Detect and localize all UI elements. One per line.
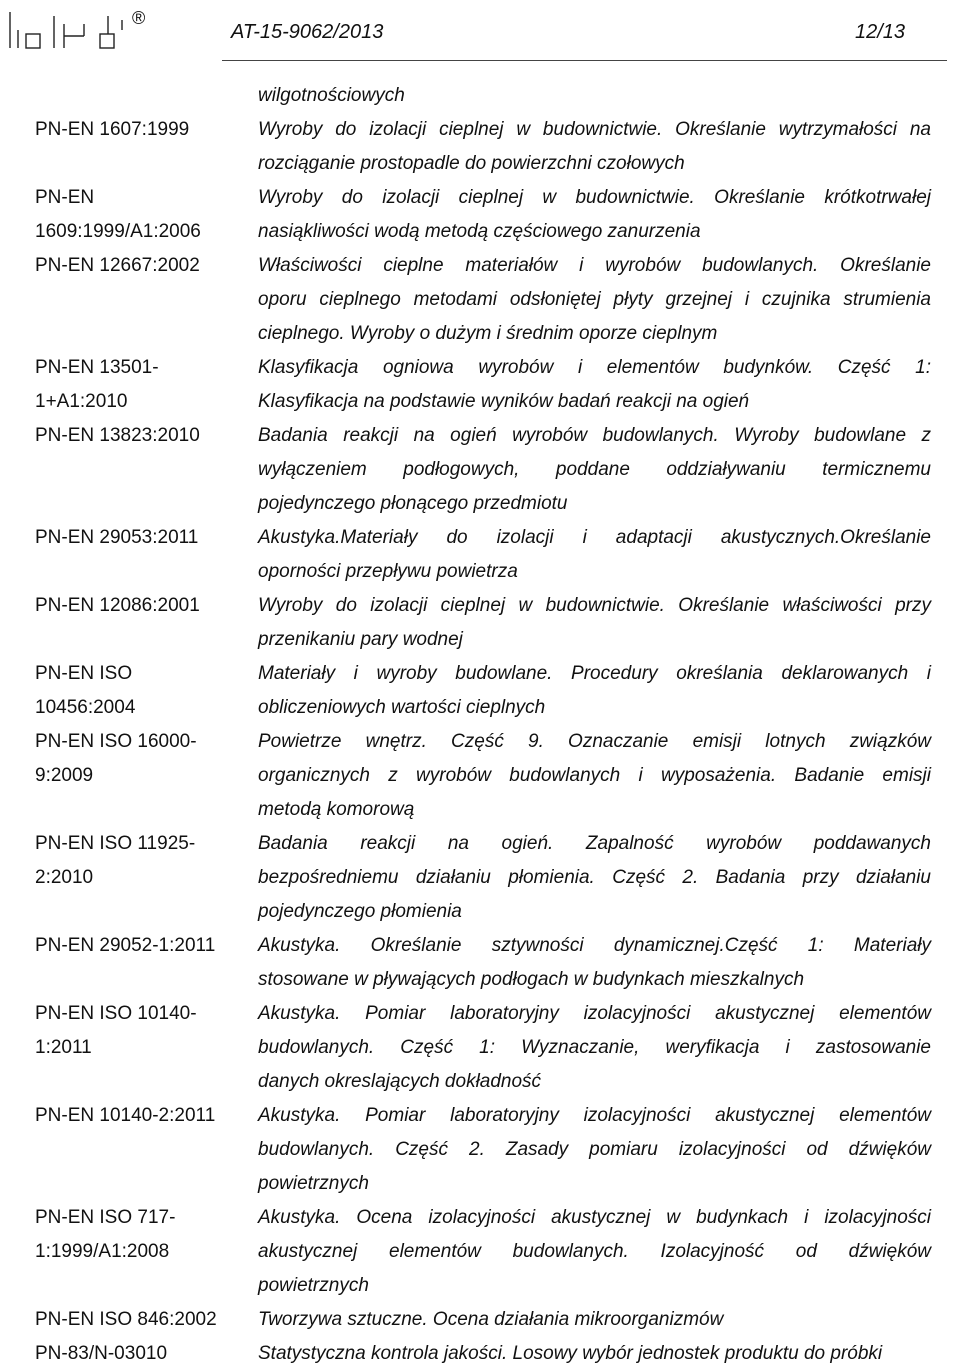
standard-title: oporu cieplnego metodami odsłoniętej płyty grzejnej i czujnika strumienia <box>258 289 931 310</box>
standard-code: 1:2011 <box>35 1037 92 1058</box>
standard-title: metodą komorową <box>258 799 415 820</box>
standard-code: 1+A1:2010 <box>35 391 128 412</box>
standard-title: stosowane w pływających podłogach w budynkach mieszkalnych <box>258 969 805 990</box>
standard-title: Klasyfikacja na podstawie wyników badań reakcji na ogień <box>258 391 750 412</box>
standard-title: budowlanych. Część 1: Wyznaczanie, weryfikacja i zastosowanie <box>258 1037 931 1058</box>
standard-title: obliczeniowych wartości cieplnych <box>258 697 546 718</box>
standard-code: PN-83/N-03010 <box>35 1343 168 1364</box>
standard-code: PN-EN 12667:2002 <box>35 255 200 276</box>
standard-code: PN-EN ISO 717- <box>35 1207 176 1228</box>
standard-title: cieplnego. Wyroby o dużym i średnim oporze cieplnym <box>258 323 718 344</box>
page-number: 12/13 <box>855 21 906 43</box>
standard-title: Akustyka. Określanie sztywności dynamicznej.Część 1: Materiały <box>258 935 931 956</box>
standard-title: pojedynczego płomienia <box>258 901 462 922</box>
standard-code: PN-EN ISO <box>35 663 133 684</box>
standard-title: powietrznych <box>258 1275 369 1296</box>
standard-title: Klasyfikacja ogniowa wyrobów i elementów budynków. Część 1: <box>258 357 931 378</box>
standard-code: PN-EN ISO 11925- <box>35 833 196 854</box>
page-header <box>0 0 960 62</box>
standard-title: Akustyka. Pomiar laboratoryjny izolacyjności akustycznej elementów <box>258 1105 931 1126</box>
itb-logo-icon <box>4 4 154 56</box>
standard-title: Materiały i wyroby budowlane. Procedury określania deklarowanych i <box>258 663 931 684</box>
standard-title: wyłączeniem podłogowych, poddane oddziaływaniu termicznemu <box>258 459 931 480</box>
standard-code: PN-EN 1607:1999 <box>35 119 190 140</box>
standard-title: oporności przepływu powietrza <box>258 561 518 582</box>
standard-title: budowlanych. Część 2. Zasady pomiaru izolacyjności od dźwięków <box>258 1139 931 1160</box>
standard-title: Powietrze wnętrz. Część 9. Oznaczanie emisji lotnych związków <box>258 731 931 752</box>
standard-code: PN-EN <box>35 187 95 208</box>
standard-title: rozciąganie prostopadle do powierzchni czołowych <box>258 153 685 174</box>
standard-title: nasiąkliwości wodą metodą częściowego zanurzenia <box>258 221 701 242</box>
standard-code: PN-EN 29052-1:2011 <box>35 935 216 956</box>
standard-title: powietrznych <box>258 1173 369 1194</box>
standard-title: Wyroby do izolacji cieplnej w budownictwie. Określanie krótkotrwałej <box>258 187 931 208</box>
standard-code: 1:1999/A1:2008 <box>35 1241 170 1262</box>
standard-code: PN-EN 10140-2:2011 <box>35 1105 216 1126</box>
standard-title: Tworzywa sztuczne. Ocena działania mikroorganizmów <box>258 1309 724 1330</box>
standard-title: Badania reakcji na ogień wyrobów budowlanych. Wyroby budowlane z <box>258 425 931 446</box>
standard-code: PN-EN 13501- <box>35 357 159 378</box>
standard-title: przenikaniu pary wodnej <box>258 629 463 650</box>
standard-title: Statystyczna kontrola jakości. Losowy wybór jednostek produktu do próbki <box>258 1343 883 1364</box>
standard-title: danych okreslających dokładność <box>258 1071 542 1092</box>
header-divider <box>222 60 947 61</box>
standard-title: organicznych z wyrobów budowlanych i wyposażenia. Badanie emisji <box>258 765 931 786</box>
standard-title: Akustyka. Ocena izolacyjności akustycznej w budynkach i izolacyjności <box>258 1207 931 1228</box>
standard-title: pojedynczego płonącego przedmiotu <box>258 493 568 514</box>
standard-title: Wyroby do izolacji cieplnej w budownictwie. Określanie właściwości przy <box>258 595 931 616</box>
standard-title: Wyroby do izolacji cieplnej w budownictwie. Określanie wytrzymałości na <box>258 119 931 140</box>
standard-title: wilgotnościowych <box>258 85 405 106</box>
standard-title: Akustyka. Pomiar laboratoryjny izolacyjności akustycznej elementów <box>258 1003 931 1024</box>
standard-code: PN-EN 13823:2010 <box>35 425 200 446</box>
standard-code: PN-EN 29053:2011 <box>35 527 199 548</box>
standard-code: PN-EN ISO 10140- <box>35 1003 197 1024</box>
standard-title: akustycznej elementów budowlanych. Izolacyjność od dźwięków <box>258 1241 931 1262</box>
standard-title: Badania reakcji na ogień. Zapalność wyrobów poddawanych <box>258 833 931 854</box>
registered-mark: ® <box>132 8 146 28</box>
standard-code: 2:2010 <box>35 867 94 888</box>
standard-title: Akustyka.Materiały do izolacji i adaptacji akustycznych.Określanie <box>258 527 931 548</box>
standard-title: Właściwości cieplne materiałów i wyrobów budowlanych. Określanie <box>258 255 931 276</box>
standard-code: 1609:1999/A1:2006 <box>35 221 201 242</box>
document-number: AT-15-9062/2013 <box>231 21 384 43</box>
standard-title: bezpośredniemu działaniu płomienia. Część 2. Badania przy działaniu <box>258 867 931 888</box>
standard-code: PN-EN ISO 16000- <box>35 731 197 752</box>
standard-code: PN-EN 12086:2001 <box>35 595 200 616</box>
standard-code: 10456:2004 <box>35 697 136 718</box>
standard-code: PN-EN ISO 846:2002 <box>35 1309 217 1330</box>
standard-code: 9:2009 <box>35 765 94 786</box>
